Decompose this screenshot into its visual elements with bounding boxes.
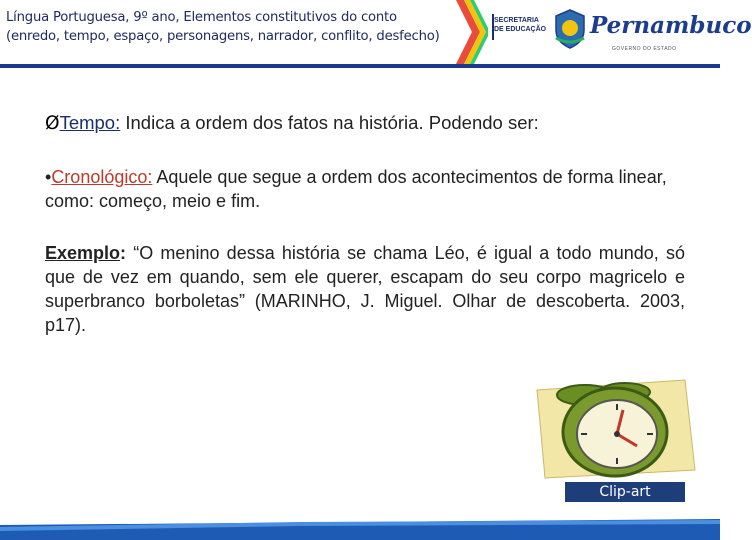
tempo-label: Tempo: bbox=[59, 112, 121, 133]
tempo-heading bbox=[45, 111, 685, 136]
pernambuco-logo: Pernambuco bbox=[590, 12, 752, 39]
banner-title-line1: Língua Portuguesa, 9º ano, Elementos constitutivos do conto bbox=[6, 10, 397, 25]
exemplo-paragraph bbox=[45, 241, 685, 337]
state-crest-icon bbox=[552, 8, 588, 50]
secretaria-line1: SECRETARIA bbox=[494, 17, 539, 24]
tempo-text: Indica a ordem dos fatos na história. Podendo ser: bbox=[120, 112, 539, 133]
clip-art-label: Clip-art bbox=[565, 482, 685, 502]
secretaria-logo-text bbox=[494, 16, 550, 34]
arrow-bullet-icon: Ø bbox=[45, 113, 60, 134]
bullet-icon: • bbox=[45, 167, 52, 187]
cronologico-paragraph bbox=[45, 165, 685, 213]
footer-bar bbox=[0, 519, 720, 540]
banner-rule bbox=[0, 64, 720, 68]
exemplo-colon: : bbox=[120, 243, 127, 263]
decorative-stripes-icon bbox=[456, 0, 488, 64]
banner-title bbox=[6, 8, 440, 46]
exemplo-text: “O menino dessa história se chama Léo, é igual a todo mundo, só que de vez em quando, sem ele querer, escapam do seu corpo magricelo e superbranco borboletas” (MARINHO, J. Miguel. Olhar de descoberta. 2003, p17). bbox=[45, 243, 685, 335]
alarm-clock-icon bbox=[525, 360, 700, 480]
banner-title-line2: (enredo, tempo, espaço, personagens, narrador, conflito, desfecho) bbox=[6, 29, 440, 44]
title-banner bbox=[0, 0, 470, 66]
secretaria-line2: DE EDUCAÇÃO bbox=[494, 26, 547, 33]
cronologico-text: Aquele que segue a ordem dos acontecimentos de forma linear, como: começo, meio e fim. bbox=[45, 167, 667, 211]
exemplo-label: Exemplo bbox=[45, 243, 121, 263]
pernambuco-logo-sub: GOVERNO DO ESTADO bbox=[612, 46, 677, 52]
cronologico-label: Cronológico: bbox=[51, 167, 153, 187]
